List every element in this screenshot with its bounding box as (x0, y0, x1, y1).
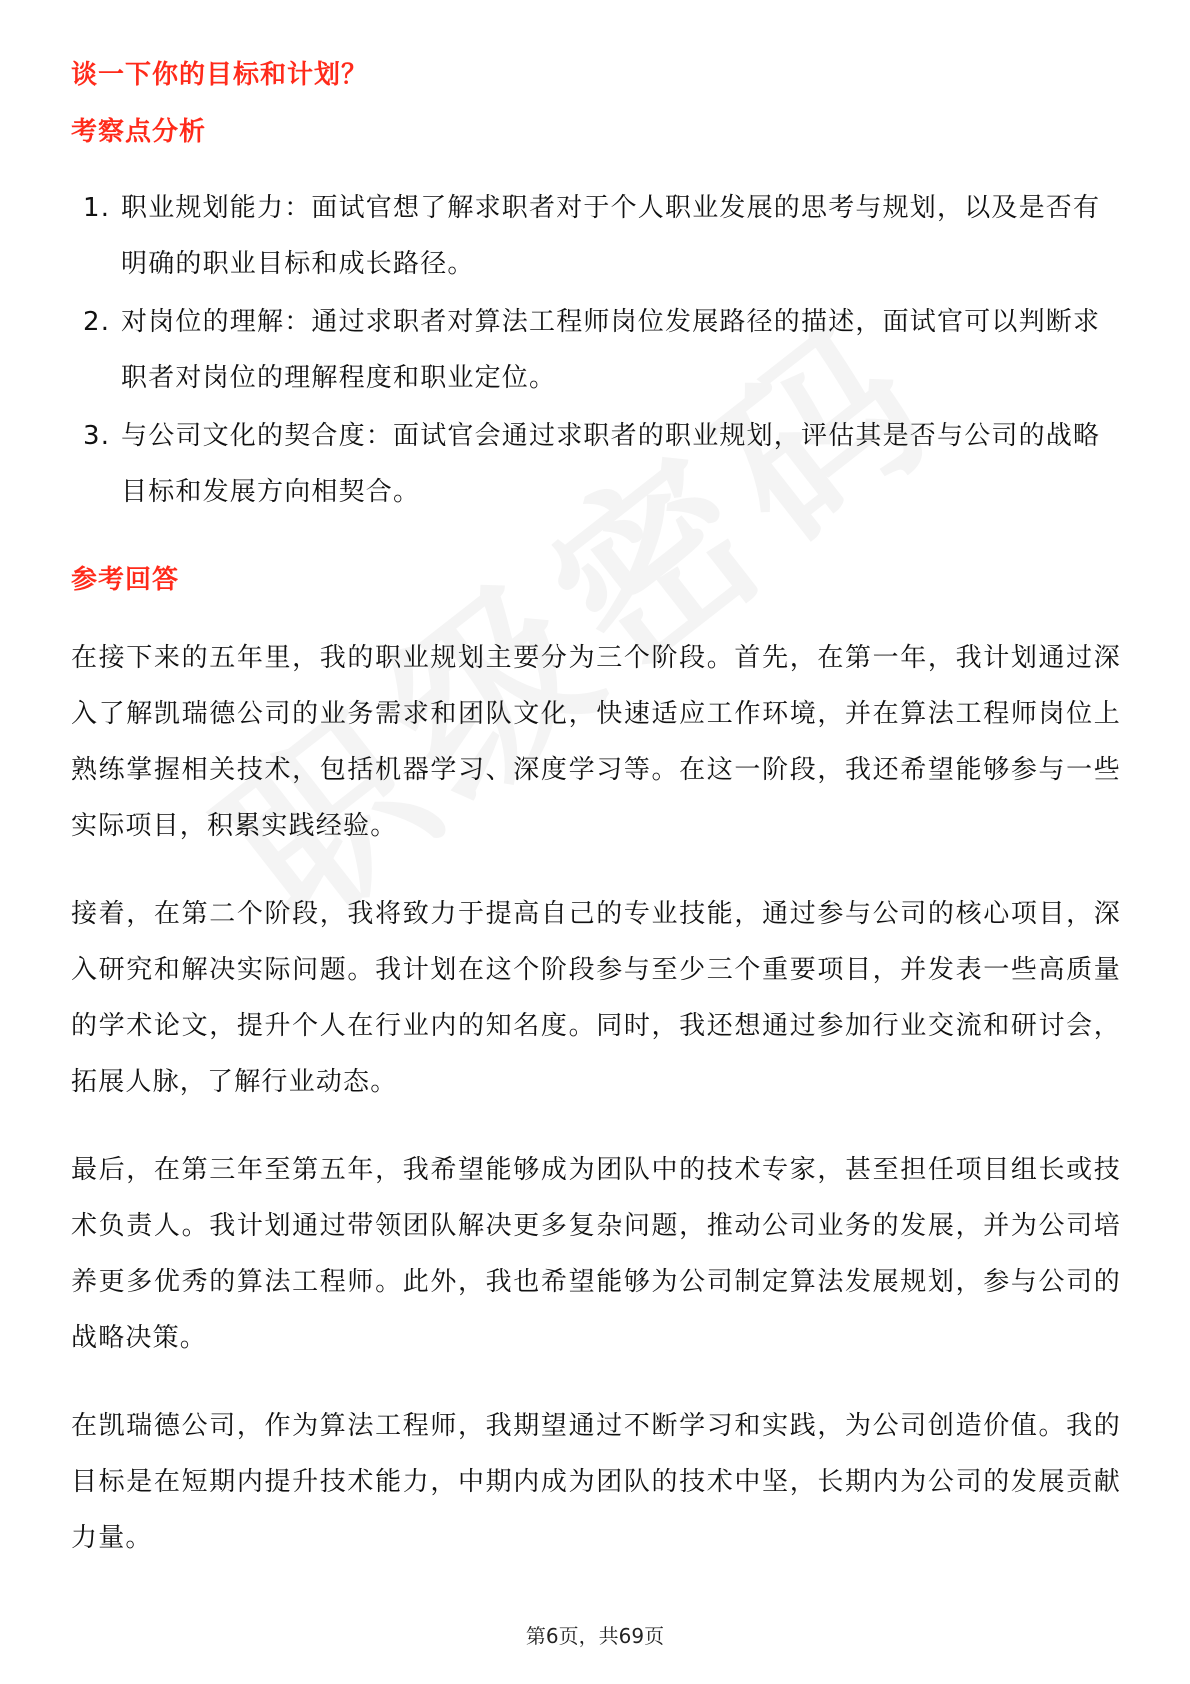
analysis-point (71, 180, 1121, 292)
analysis-point (71, 294, 1121, 406)
answer-paragraph: 在接下来的五年里，我的职业规划主要分为三个阶段。首先，在第一年，我计划通过深入了解凯瑞德公司的业务需求和团队文化，快速适应工作环境，并在算法工程师岗位上熟练掌握相关技术，包括机器学习、深度学习等。在这一阶段，我还希望能够参与一些实际项目，积累实践经验。 (71, 643, 1121, 841)
point-number: 2. (83, 307, 111, 337)
answer-paragraph: 最后，在第三年至第五年，我希望能够成为团队中的技术专家，甚至担任项目组长或技术负责人。我计划通过带领团队解决更多复杂问题，推动公司业务的发展，并为公司培养更多优秀的算法工程师。此外，我也希望能够为公司制定算法发展规划，参与公司的战略决策。 (71, 1155, 1121, 1353)
point-number: 3. (83, 421, 111, 451)
analysis-point (71, 408, 1121, 520)
document-body (71, 55, 1121, 1566)
page-number: 第6页，共69页 (525, 1624, 665, 1648)
answer-paragraph: 接着，在第二个阶段，我将致力于提高自己的专业技能，通过参与公司的核心项目，深入研究和解决实际问题。我计划在这个阶段参与至少三个重要项目，并发表一些高质量的学术论文，提升个人在行业内的知名度。同时，我还想通过参加行业交流和研讨会，拓展人脉，了解行业动态。 (71, 899, 1121, 1097)
analysis-heading: 考察点分析 (71, 117, 207, 147)
answer-paragraph: 在凯瑞德公司，作为算法工程师，我期望通过不断学习和实践，为公司创造价值。我的目标是在短期内提升技术能力，中期内成为团队的技术中坚，长期内为公司的发展贡献力量。 (71, 1411, 1121, 1553)
answer-heading: 参考回答 (71, 565, 180, 595)
question-title: 谈一下你的目标和计划？ (71, 60, 369, 90)
analysis-points-list (71, 180, 1121, 520)
point-text: 职业规划能力：面试官想了解求职者对于个人职业发展的思考与规划，以及是否有明确的职业目标和成长路径。 (121, 193, 1101, 279)
point-number: 1. (83, 193, 111, 223)
point-text: 对岗位的理解：通过求职者对算法工程师岗位发展路径的描述，面试官可以判断求职者对岗位的理解程度和职业定位。 (121, 307, 1101, 393)
point-text: 与公司文化的契合度：面试官会通过求职者的职业规划，评估其是否与公司的战略目标和发展方向相契合。 (121, 421, 1101, 507)
